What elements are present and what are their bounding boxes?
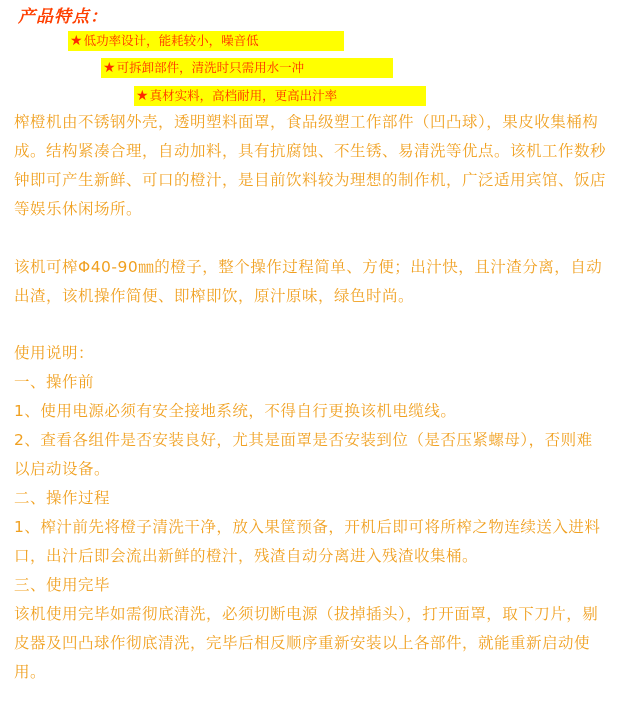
- feature-text: 可拆卸部件，清洗时只需用水一冲: [116, 60, 305, 75]
- instruction-item: 1、使用电源必须有安全接地系统，不得自行更换该机电缆线。: [14, 402, 457, 420]
- instruction-item: 该机使用完毕如需彻底清洗，必须切断电源（拔掉插头），打开面罩，取下刀片，剔皮器及凹凸球作彻底清洗，完毕后相反顺序重新安装以上各部件，就能重新启动使用。: [14, 605, 599, 681]
- usage-instructions: [14, 339, 608, 687]
- section-heading: 三、使用完毕: [14, 576, 111, 594]
- feature-highlight: [68, 31, 344, 51]
- instruction-item: 2、查看各组件是否安装良好，尤其是面罩是否安装到位（是否压紧螺母），否则难以启动设备。: [14, 431, 593, 478]
- star-icon: ★: [70, 33, 83, 49]
- feature-text: 低功率设计，能耗较小，噪音低: [83, 33, 259, 48]
- instruction-item: 1、榨汁前先将橙子清洗干净，放入果筐预备，开机后即可将所榨之物连续送入进料口，出汁后即会流出新鲜的橙汁，残渣自动分离进入残渣收集桶。: [14, 518, 601, 565]
- section-title: 产品特点：: [18, 7, 108, 27]
- star-icon: ★: [103, 60, 116, 76]
- description-paragraph: 该机可榨Φ40-90㎜的橙子，整个操作过程简单、方便；出汁快，且汁渣分离，自动出渣，该机操作简便、即榨即饮，原汁原味，绿色时尚。: [14, 258, 603, 305]
- feature-highlight: [101, 58, 393, 78]
- section-heading: 一、操作前: [14, 373, 95, 391]
- instructions-heading: 使用说明：: [14, 344, 95, 362]
- feature-highlight: [134, 86, 426, 106]
- feature-text: 真材实料，高档耐用，更高出汁率: [149, 88, 338, 103]
- description-paragraph: 榨橙机由不锈钢外壳，透明塑料面罩，食品级塑工作部件（凹凸球），果皮收集桶构成。结构紧凑合理，自动加料，具有抗腐蚀、不生锈、易清洗等优点。该机工作数秒钟即可产生新鲜、可口的橙汁，是目前饮料较为理想的制作机，广泛适用宾馆、饭店等娱乐休闲场所。: [14, 113, 607, 218]
- star-icon: ★: [136, 88, 149, 104]
- section-heading: 二、操作过程: [14, 489, 111, 507]
